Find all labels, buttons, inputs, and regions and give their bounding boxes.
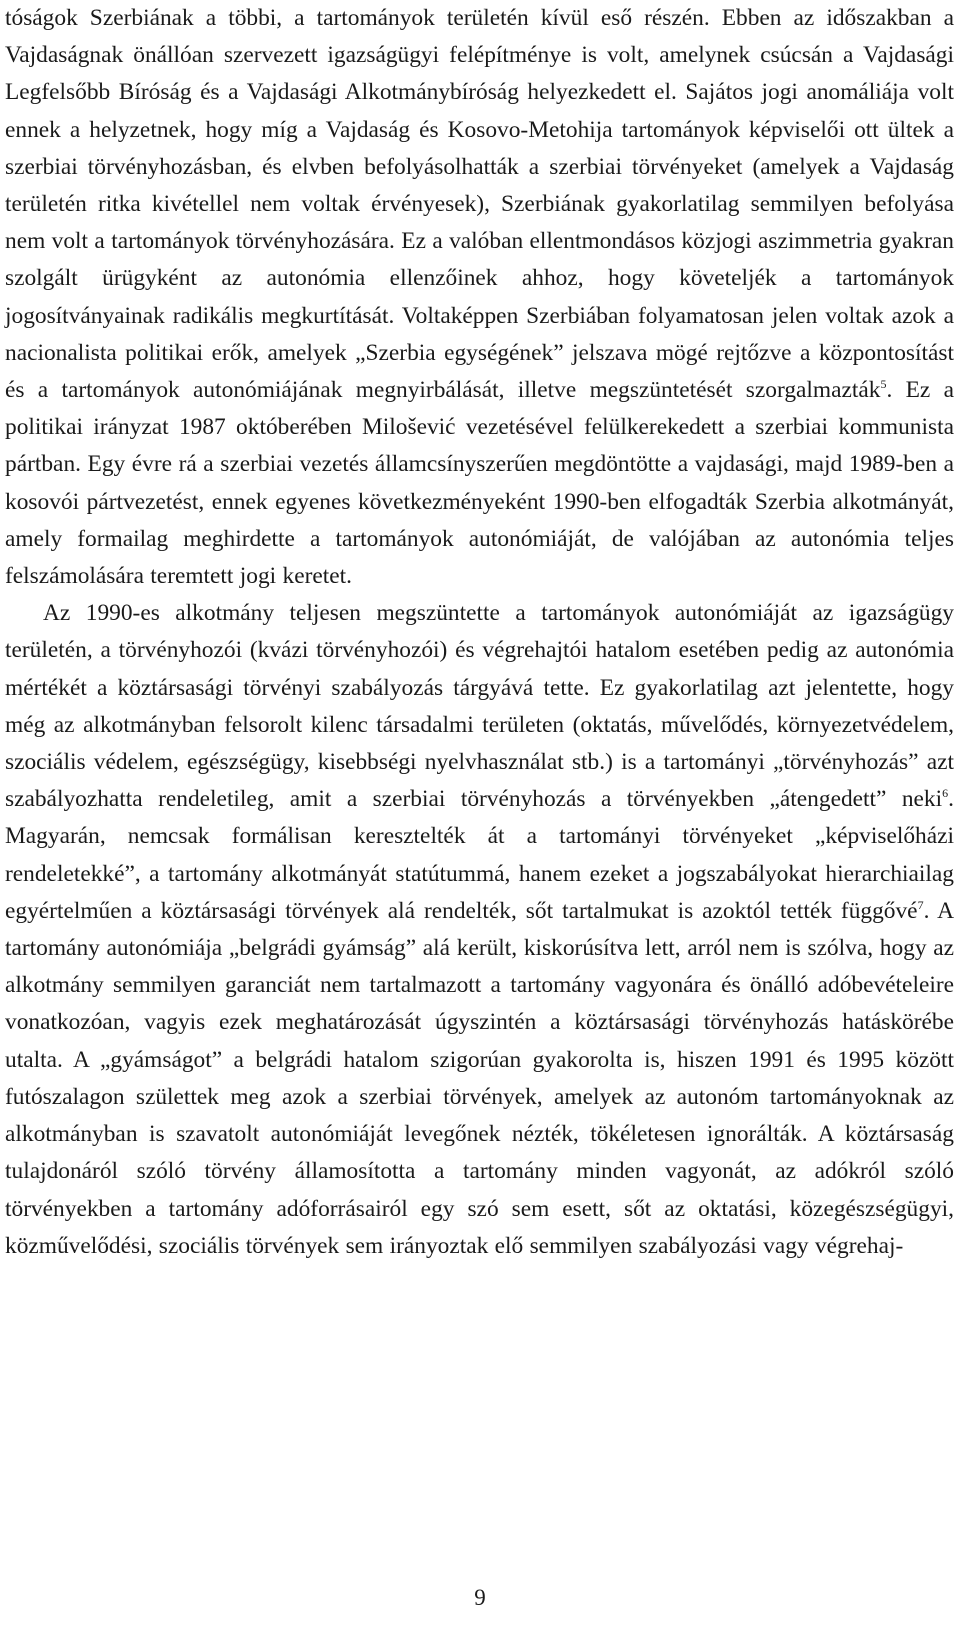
paragraph-text: Az 1990-es alkotmány teljesen megszüntette a tartományok autonómiáját az igazságügy területén, a törvényhozói (kvázi törvényhozói) és végrehajtói hatalom esetében pedig az autonómia mértékét a köztársasági törvényi szabályozás tárgyává tette. Ez gyakorlatilag azt jelentette, hogy még az alkotmányban felsorolt kilenc társadalmi területen (oktatás, művelődés, környezetvédelem, szociális védelem, egészségügy, kisebbségi nyelvhasználat stb.) is a tartományi „törvényhozás” azt szabályozhatta rendeletileg, amit a szerbiai törvényhozás a törvényekben „átengedett” neki — [5, 600, 954, 813]
paragraph-text: . A tartomány autonómiája „belgrádi gyámság” alá került, kiskorúsítva lett, arról nem is szólva, hogy az alkotmány semmilyen garanciát nem tartalmazott a tartomány vagyonára és önálló adóbevételeire vonatkozóan, vagyis ezek meghatározását úgyszintén a köztársasági törvényhozás hatáskörébe utalta. A „gyámságot” a belgrádi hatalom szigorúan gyakorolta is, hiszen 1991 és 1995 között futószalagon születtek meg azok a szerbiai törvények, amelyek az autonóm tartományoknak az alkotmányban is szavatolt autonómiáját levegőnek nézték, tökéletesen ignorálták. A köztársaság tulajdonáról szóló törvény államosította a tartomány minden vagyonát, az adókról szóló törvényekben a tartomány adóforrásairól egy szó sem esett, sőt az oktatási, közegészségügyi, közművelődési, szociális törvények sem irányoztak elő semmilyen szabályozási vagy végrehaj- — [5, 897, 955, 1259]
paragraph-text: . Ez a politikai irányzat 1987 októberében Milošević vezetésével felülkerekedett a szerbiai kommunista pártban. Egy évre rá a szerbiai vezetés államcsínyszerűen megdöntötte a vajdasági, majd 1989-ben a kosovói pártvezetést, ennek egyenes következményeként 1990-ben elfogadták Szerbia alkotmányát, amely formailag meghirdette a tartományok autonómiáját, de valójában az autonómia teljes felszámolására teremtett jogi keretet. — [5, 377, 954, 590]
footnote-reference[interactable]: 7 — [917, 898, 924, 913]
body-text — [5, 0, 954, 1265]
footnote-reference[interactable]: 5 — [880, 377, 887, 392]
paragraph-text: . Magyarán, nemcsak formálisan keresztelték át a tartományi törvényeket „képviselőházi rendeletekké”, a tartomány alkotmányát statútummá, hanem ezeket a jogszabályokat hierarchiailag egyértelműen a köztársasági törvények alá rendelték, sőt tartalmukat is azoktól tették függővé — [5, 786, 954, 924]
paragraph — [5, 0, 954, 595]
paragraph-text: tóságok Szerbiának a többi, a tartományok területén kívül eső részén. Ebben az időszakban a Vajdaságnak önállóan szervezett igazságügyi felépítménye is volt, amelynek csúcsán a Vajdasági Legfelsőbb Bíróság és a Vajdasági Alkotmánybíróság helyezkedett el. Sajátos jogi anomáliája volt ennek a helyzetnek, hogy míg a Vajdaság és Kosovo-Metohija tartományok képviselői ott ültek a szerbiai törvényhozásban, és elvben befolyásolhatták a szerbiai törvényeket (amelyek a Vajdaság területén ritka kivétellel nem voltak érvényesek), Szerbiának gyakorlatilag semmilyen befolyása nem volt a tartományok törvényhozására. Ez a valóban ellentmondásos közjogi aszimmetria gyakran szolgált ürügyként az autonómia ellenzőinek ahhoz, hogy követeljék a tartományok jogosítványainak radikális megkurtítását. Voltaképpen Szerbiában folyamatosan jelen voltak azok a nacionalista politikai erők, amelyek „Szerbia egységének” jelszava mögé rejtőzve a központosítást és a tartományok autonómiájának megnyirbálását, illetve megszüntetését szorgalmazták — [5, 5, 954, 404]
page-number: 9 — [474, 1585, 486, 1610]
footnote-reference[interactable]: 6 — [942, 786, 949, 801]
paragraph — [5, 595, 954, 1265]
